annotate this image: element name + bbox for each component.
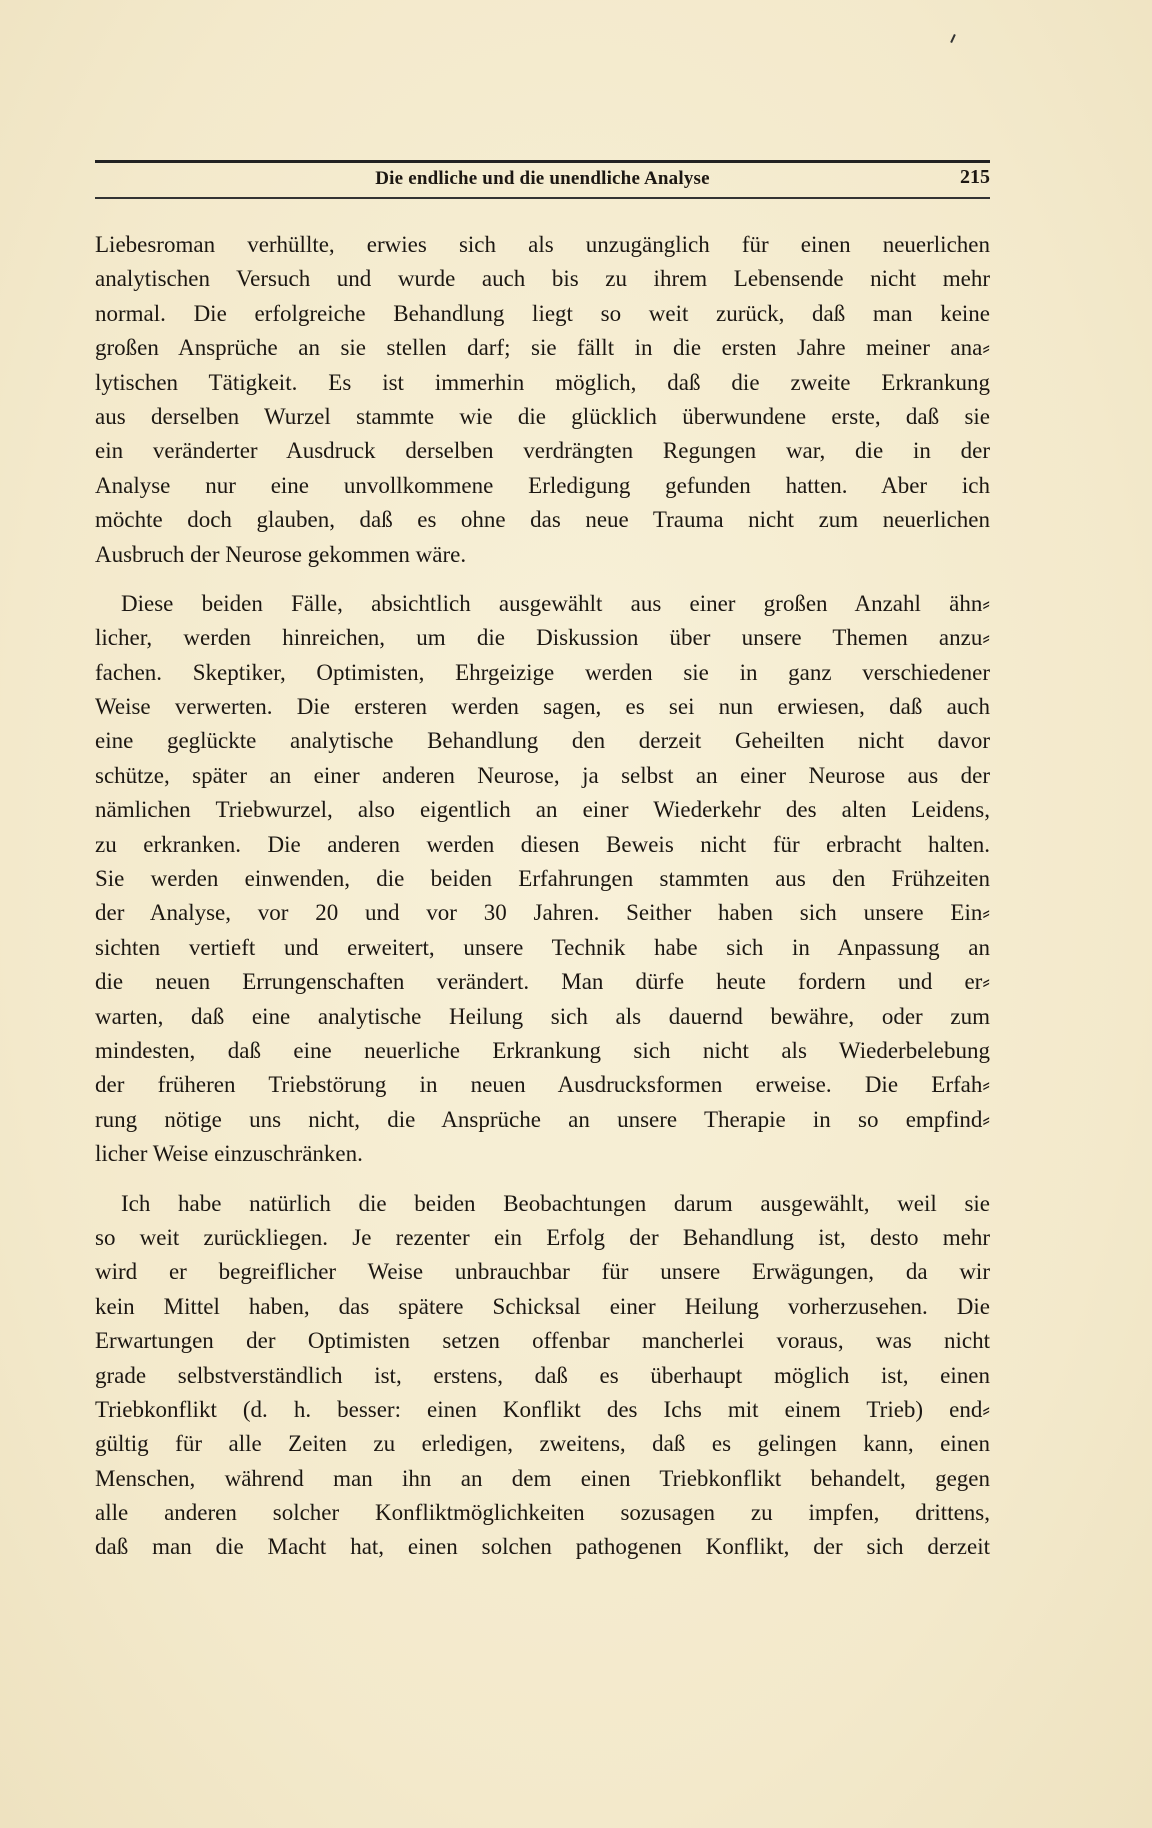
- text-line: die neuen Errungenschaften verändert. Man dürfe heute fordern und er⸗: [95, 969, 990, 995]
- text-line: Liebesroman verhüllte, erwies sich als unzugänglich für einen neuerlichen: [95, 232, 990, 257]
- text-line: Analyse nur eine unvollkommene Erledigung gefunden hatten. Aber ich: [95, 472, 990, 498]
- text-line: Menschen, während man ihn an dem einen Triebkonflikt behandelt, gegen: [95, 1465, 990, 1491]
- text-line: warten, daß eine analytische Heilung sich als dauernd bewähre, oder zum: [95, 1003, 990, 1029]
- text-line: analytischen Versuch und wurde auch bis zu ihrem Lebensende nicht mehr: [95, 266, 990, 292]
- text-line: mindesten, daß eine neuerliche Erkrankung sich nicht als Wiederbelebung: [95, 1037, 990, 1063]
- text-line: schütze, später an einer anderen Neurose, ja selbst an einer Neurose aus der: [95, 762, 990, 788]
- text-line: zu erkranken. Die anderen werden diesen Beweis nicht für erbracht halten.: [95, 831, 990, 857]
- text-line: der Analyse, vor 20 und vor 30 Jahren. Seither haben sich unsere Ein⸗: [95, 900, 990, 926]
- text-line: großen Ansprüche an sie stellen darf; sie fällt in die ersten Jahre meiner ana⸗: [95, 335, 990, 361]
- text-line: lytischen Tätigkeit. Es ist immerhin möglich, daß die zweite Erkrankung: [95, 369, 990, 395]
- page-number: 215: [960, 166, 990, 188]
- text-line: fachen. Skeptiker, Optimisten, Ehrgeizige werden sie in ganz verschiedener: [95, 659, 990, 685]
- text-line: Ausbruch der Neurose gekommen wäre.: [95, 541, 467, 567]
- text-line: Weise verwerten. Die ersteren werden sagen, es sei nun erwiesen, daß auch: [95, 694, 990, 720]
- text-line: der früheren Triebstörung in neuen Ausdrucksformen erweise. Die Erfah⸗: [95, 1072, 990, 1098]
- pencil-mark: [950, 34, 956, 43]
- text-line: Triebkonflikt (d. h. besser: einen Konflikt des Ichs mit einem Trieb) end⸗: [95, 1396, 990, 1422]
- text-line: Diese beiden Fälle, absichtlich ausgewählt aus einer großen Anzahl ähn⸗: [121, 590, 990, 616]
- header-rule-top: [95, 160, 990, 163]
- text-line: daß man die Macht hat, einen solchen pathogenen Konflikt, der sich derzeit: [95, 1534, 990, 1560]
- text-line: möchte doch glauben, daß es ohne das neue Trauma nicht zum neuerlichen: [95, 507, 990, 533]
- header-rule-bottom: [95, 197, 990, 199]
- text-line: gültig für alle Zeiten zu erledigen, zweitens, daß es gelingen kann, einen: [95, 1431, 990, 1457]
- text-line: licher, werden hinreichen, um die Diskussion über unsere Themen anzu⸗: [95, 625, 990, 651]
- text-line: licher Weise einzuschränken.: [95, 1141, 363, 1167]
- text-line: Sie werden einwenden, die beiden Erfahrungen stammten aus den Frühzeiten: [95, 866, 990, 892]
- text-line: wird er begreiflicher Weise unbrauchbar für unsere Erwägungen, da wir: [95, 1259, 990, 1285]
- text-line: so weit zurückliegen. Je rezenter ein Erfolg der Behandlung ist, desto mehr: [95, 1224, 990, 1250]
- text-line: Erwartungen der Optimisten setzen offenbar mancherlei voraus, was nicht: [95, 1328, 990, 1354]
- text-line: Ich habe natürlich die beiden Beobachtungen darum ausgewählt, weil sie: [121, 1190, 990, 1216]
- text-line: kein Mittel haben, das spätere Schicksal einer Heilung vorherzusehen. Die: [95, 1293, 990, 1319]
- text-line: ein veränderter Ausdruck derselben verdrängten Regungen war, die in der: [95, 438, 990, 464]
- paragraph: [95, 1187, 990, 1565]
- paragraph: [95, 228, 990, 572]
- text-line: alle anderen solcher Konfliktmöglichkeiten sozusagen zu impfen, drittens,: [95, 1500, 990, 1526]
- text-line: rung nötige uns nicht, die Ansprüche an unsere Therapie in so empfind⸗: [95, 1106, 990, 1132]
- text-line: nämlichen Triebwurzel, also eigentlich an einer Wiederkehr des alten Leidens,: [95, 797, 990, 823]
- running-title: Die endliche und die unendliche Analyse: [375, 168, 710, 189]
- text-line: eine geglückte analytische Behandlung den derzeit Geheilten nicht davor: [95, 728, 990, 754]
- text-line: sichten vertieft und erweitert, unsere Technik habe sich in Anpassung an: [95, 934, 990, 960]
- text-line: normal. Die erfolgreiche Behandlung liegt so weit zurück, daß man keine: [95, 300, 990, 326]
- text-line: grade selbstverständlich ist, erstens, daß es überhaupt möglich ist, einen: [95, 1362, 990, 1388]
- text-line: aus derselben Wurzel stammte wie die glücklich überwundene erste, daß sie: [95, 403, 990, 429]
- paragraph: [95, 587, 990, 1172]
- body-text: [95, 228, 990, 1580]
